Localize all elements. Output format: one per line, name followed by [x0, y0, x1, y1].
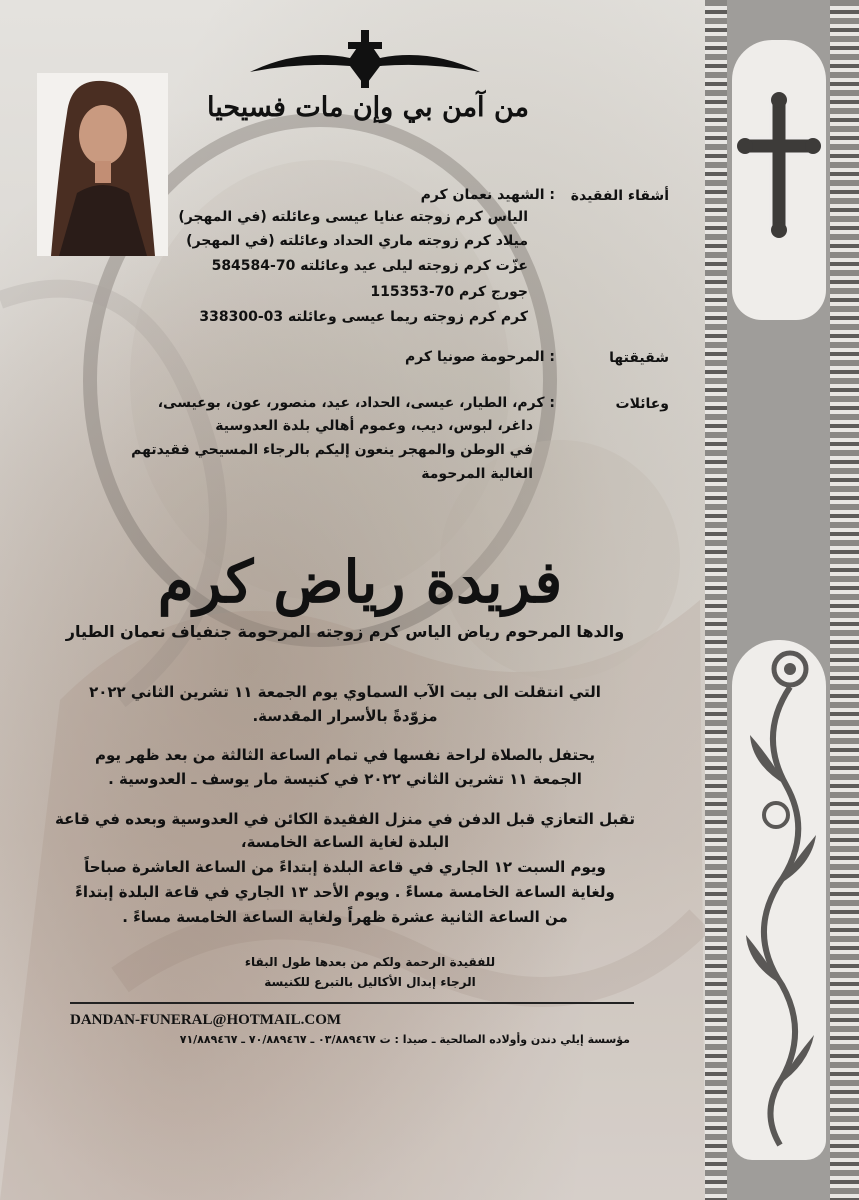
cross-icon	[735, 90, 823, 240]
sister-line: : المرحومة صونيا كرم	[404, 349, 555, 365]
siblings-line: كرم كرم زوجته ريما عيسى وعائلته 03-338300	[199, 309, 528, 325]
stripe-border-right	[830, 0, 859, 1200]
siblings-line: جورج كرم 70-115353	[370, 284, 528, 300]
verse-title: من آمن بي وإن مات فسيحيا	[207, 92, 529, 123]
siblings-line: الياس كرم زوجته عنايا عيسى وعائلته (في المهجر)	[178, 209, 528, 225]
families-line: الغالية المرحومة	[421, 466, 533, 482]
footer-divider	[70, 1002, 634, 1004]
families-line: : كرم، الطيار، عيسى، الحداد، عيد، منصور، عون، بوعيسى،	[157, 395, 555, 411]
families-label: وعائلات	[615, 396, 669, 412]
stripe-border-left	[705, 0, 727, 1200]
closing-line: للفقيدة الرحمة ولكم من بعدها طول البقاء	[244, 955, 496, 969]
footer-company: مؤسسة إيلي دندن وأولاده الصالحية ـ صيدا : ت ٠٣/٨٨٩٤٦٧ ـ ٧٠/٨٨٩٤٦٧ ـ ٧١/٨٨٩٤٦٧	[179, 1033, 630, 1046]
siblings-line: عزّت كرم زوجته ليلى عيد وعائلته 70-584584	[211, 258, 528, 274]
deceased-photo	[37, 73, 168, 256]
footer-email: DANDAN-FUNERAL@HOTMAIL.COM	[70, 1012, 342, 1028]
siblings-line: : الشهيد نعمان كرم	[420, 187, 555, 203]
detail-line: من الساعة الثانية عشرة ظهراً ولغاية الساعة الخامسة مساءً .	[122, 908, 568, 926]
detail-line: البلدة لغاية الساعة الخامسة،	[240, 833, 450, 851]
detail-line: الجمعة ١١ تشرين الثاني ٢٠٢٢ في كنيسة مار يوسف ـ العدوسية .	[108, 770, 582, 788]
deceased-name: فريدة رياض كرم	[157, 548, 563, 616]
detail-line: مزوّدةً بالأسرار المقدسة.	[252, 707, 438, 725]
deceased-parents: والدها المرحوم رياض الياس كرم زوجته المرحومة جنفياف نعمان الطيار	[65, 622, 625, 641]
detail-line: ويوم السبت ١٢ الجاري في قاعة البلدة إبتداءً من الساعة العاشرة صباحاً	[84, 858, 606, 876]
cross-ornament-icon	[240, 28, 490, 90]
families-line: في الوطن والمهجر ينعون إليكم بالرجاء المسيحي فقيدتهم	[131, 442, 533, 458]
siblings-label: أشقاء الفقيدة	[570, 188, 669, 204]
detail-line: يحتفل بالصلاة لراحة نفسها في تمام الساعة الثالثة من بعد ظهر يوم	[94, 746, 595, 764]
floral-vine-icon	[738, 645, 822, 1150]
closing-line: الرجاء إبدال الأكاليل بالتبرع للكنيسة	[264, 975, 476, 989]
detail-line: ولغاية الساعة الخامسة مساءً . ويوم الأحد ١٣ الجاري في قاعة البلدة إبتداءً	[75, 883, 615, 901]
detail-line: التي انتقلت الى بيت الآب السماوي يوم الجمعة ١١ تشرين الثاني ٢٠٢٢	[89, 683, 601, 701]
sister-label: شقيقتها	[609, 350, 669, 366]
siblings-line: ميلاد كرم زوجته ماري الحداد وعائلته (في المهجر)	[186, 233, 528, 249]
detail-line: تقبل التعازي قبل الدفن في منزل الفقيدة الكائن في العدوسية وبعده في قاعة	[54, 810, 636, 828]
families-line: داغر، لبوس، ديب، وعموم أهالي بلدة العدوسية	[215, 418, 533, 434]
